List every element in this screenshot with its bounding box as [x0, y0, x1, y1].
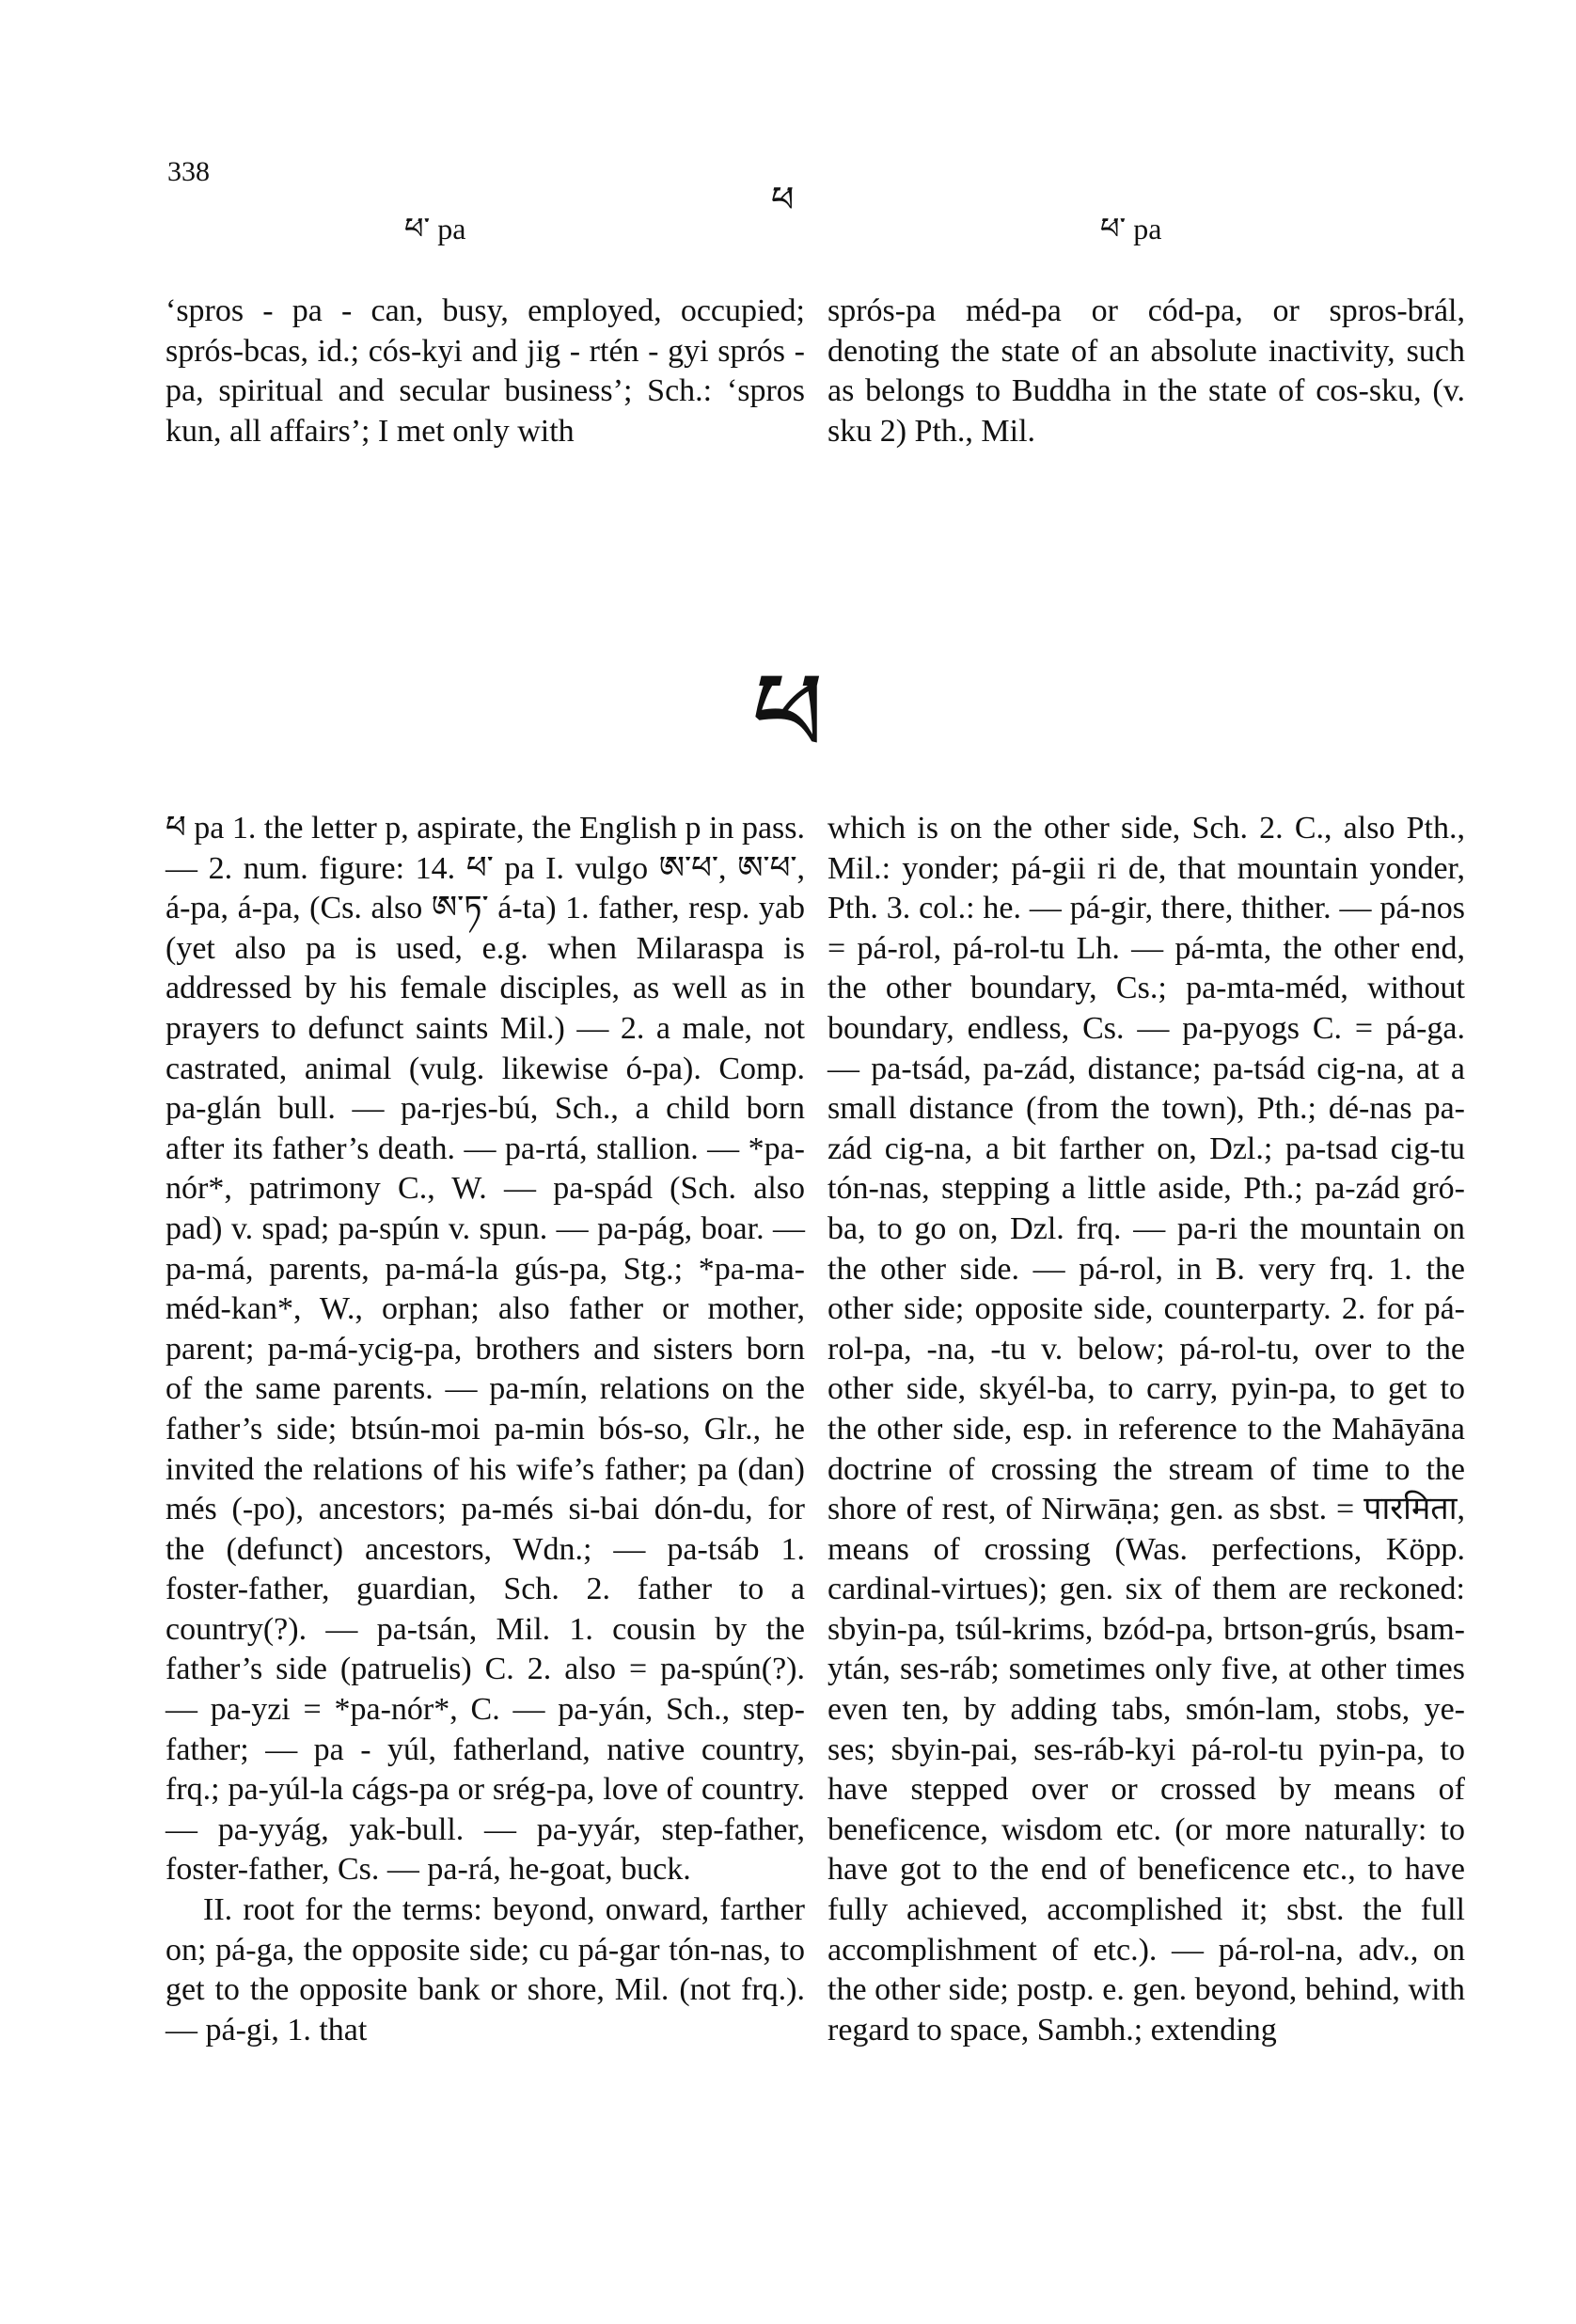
section-letter-heading: ཕ	[751, 652, 825, 777]
right-column	[827, 809, 1465, 2050]
right-running-head: ཕ་ pa	[1100, 212, 1162, 245]
left-running-head: ཕ་ pa	[404, 212, 466, 245]
top-right-text: sprós-pa méd-pa or cód-pa, or spros-brál, denoting the state of an absolute inactivity, such as belongs to Buddha in the state of cos-sku, (v. sku 2) Pth., Mil.	[827, 293, 1465, 449]
center-header-letter: ཕ	[771, 181, 795, 220]
top-left-text: ‘spros - pa - can, busy, employed, occupied; sprós-bcas, id.; cós-kyi and jig - rtén - gyi sprós - pa, spiritual and secular business’; Sch.: ‘spros kun, all affairs’; I met only with	[165, 293, 805, 449]
left-paragraph-1: ཕ pa 1. the letter p, aspirate, the English p in pass. — 2. num. figure: 14. ཕ་ pa I. vulgo ཨ་ཕ་, ཨ་ཕ་, á-pa, á-pa, (Cs. also ཨ་ཏ་ á-ta) 1. father, resp. yab (yet also pa is used, e.g. when Milaraspa is addressed by his female disciples, as well as in prayers to defunct saints Mil.) — 2. a male, not castrated, animal (vulg. likewise ó-pa). Comp. pa-glán bull. — pa-rjes-bú, Sch., a child born after its father’s death. — pa-rtá, stallion. — *pa-nór*, patrimony C., W. — pa-spád (Sch. also pad) v. spad; pa-spún v. spun. — pa-pág, boar. — pa-má, parents, pa-má-la gús-pa, Stg.; *pa-ma-méd-kan*, W., orphan; also father or mother, parent; pa-má-ycig-pa, brothers and sisters born of the same parents. — pa-mín, relations on the father’s side; btsún-moi pa-min bós-so, Glr., he invited the relations of his wife’s father; pa (dan) més (-po), ancestors; pa-més si-bai dón-du, for the (defunct) ancestors, Wdn.; — pa-tsáb 1. foster-father, guardian, Sch. 2. father to a country(?). — pa-tsán, Mil. 1. cousin by the father’s side (patruelis) C. 2. also = pa-spún(?). — pa-yzi = *pa-nór*, C. — pa-yán, Sch., step-father; — pa - yúl, fatherland, native country, frq.; pa-yúl-la cágs-pa or srég-pa, love of country. — pa-yyág, yak-bull. — pa-yyár, step-father, foster-father, Cs. — pa-rá, he-goat, buck.	[165, 811, 805, 1888]
top-left-column	[165, 292, 805, 451]
top-right-column	[827, 292, 1465, 451]
page-number: 338	[167, 156, 210, 187]
right-paragraph: which is on the other side, Sch. 2. C., also Pth., Mil.: yonder; pá-gii ri de, that mountain yonder, Pth. 3. col.: he. — pá-gir, there, thither. — pá-nos = pá-rol, pá-rol-tu Lh. — pá-mta, the other end, the other boundary, Cs.; pa-mta-méd, without boundary, endless, Cs. — pa-pyogs C. = pá-ga. — pa-tsád, pa-zád, distance; pa-tsád cig-na, at a small distance (from the town), Pth.; dé-nas pa-zád cig-na, a bit farther on, Dzl.; pa-tsad cig-tu tón-nas, stepping a little aside, Pth.; pa-zád gró-ba, to go on, Dzl. frq. — pa-ri the mountain on the other side. — pá-rol, in B. very frq. 1. the other side; opposite side, counterparty. 2. for pá-rol-pa, -na, -tu v. below; pá-rol-tu, over to the other side, skyél-ba, to carry, pyin-pa, to get to the other side, esp. in reference to the Mahāyāna doctrine of crossing the stream of time to the shore of rest, of Nirwāṇa; gen. as sbst. = पारमिता, means of crossing (Was. perfections, Köpp. cardinal-virtues); gen. six of them are reckoned: sbyin-pa, tsúl-krims, bzód-pa, brtson-grús, bsam-ytán, ses-ráb; sometimes only five, at other times even ten, by adding tabs, smón-lam, stobs, ye-ses; sbyin-pai, ses-ráb-kyi pá-rol-tu pyin-pa, to have stepped over or crossed by means of beneficence, wisdom etc. (or more naturally: to have got to the end of beneficence etc., to have fully achieved, accomplished it; sbst. the full accomplishment of etc.). — pá-rol-na, adv., on the other side; postp. e. gen. beyond, behind, with regard to space, Sambh.; extending	[827, 811, 1465, 2047]
left-column	[165, 809, 805, 2050]
left-paragraph-2: II. root for the terms: beyond, onward, farther on; pá-ga, the opposite side; cu pá-gar tón-nas, to get to the opposite bank or shore, Mil. (not frq.). — pá-gi, 1. that	[165, 1892, 805, 2047]
